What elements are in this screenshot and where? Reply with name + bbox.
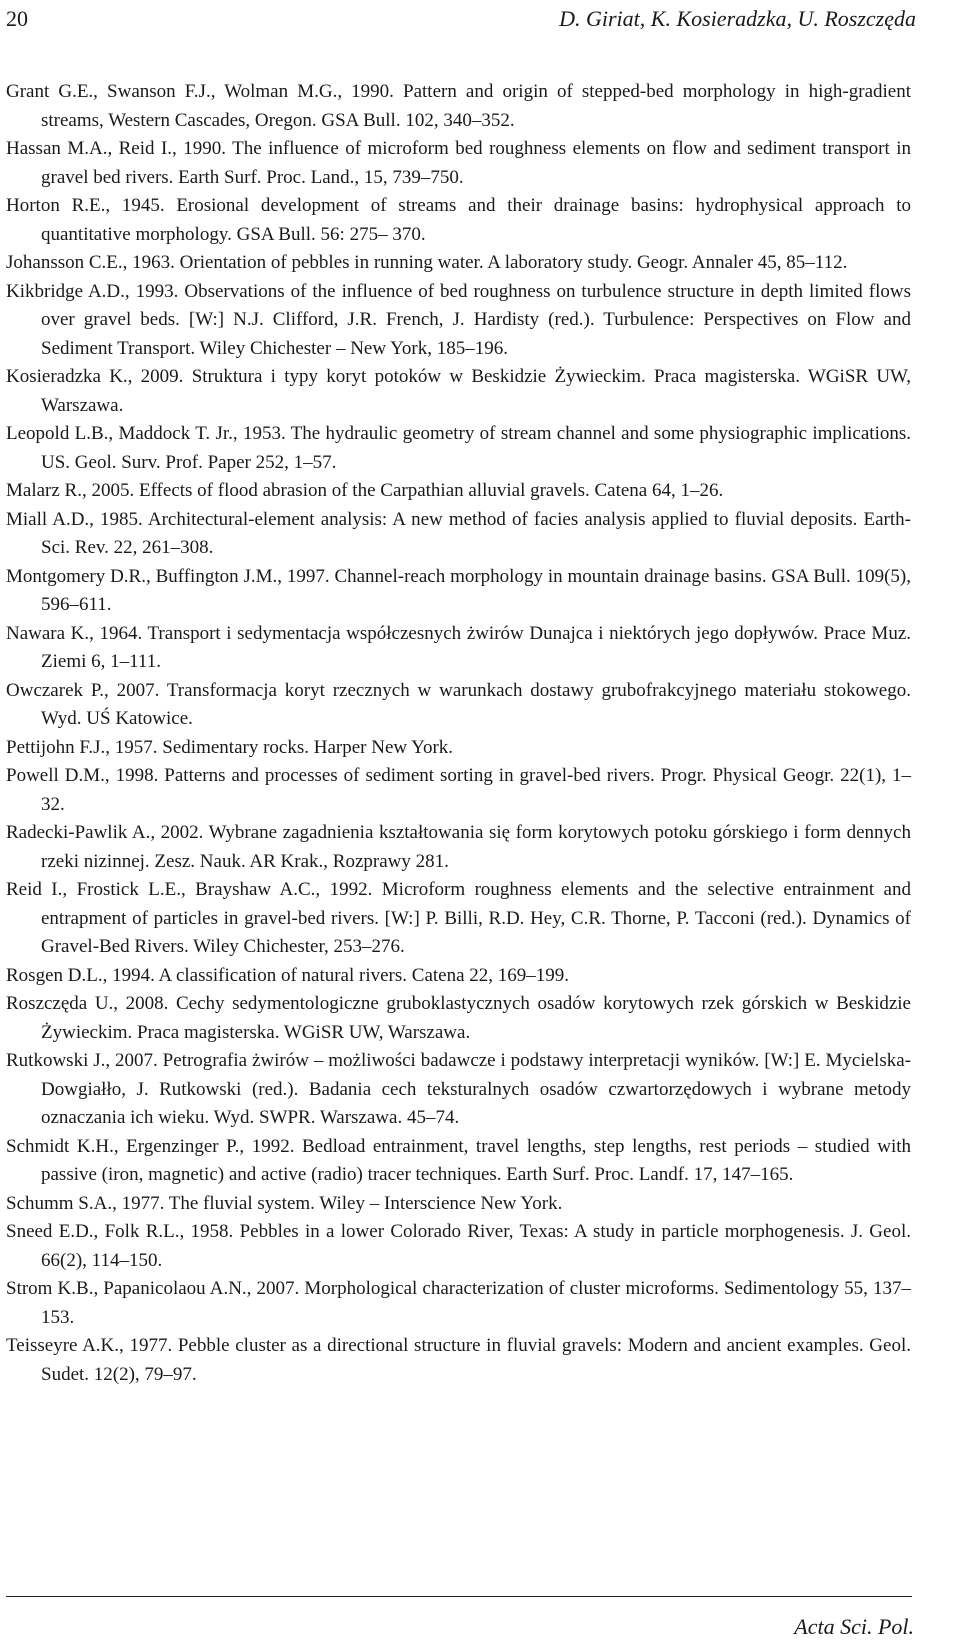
reference-item: Leopold L.B., Maddock T. Jr., 1953. The hydraulic geometry of stream channel and some physiographic implications. US. Geol. Surv. Prof. Paper 252, 1–57.	[6, 423, 911, 473]
reference-item: Radecki-Pawlik A., 2002. Wybrane zagadnienia kształtowania się form korytowych potoku górskiego i form dennych rzeki nizinnej. Zesz. Nauk. AR Krak., Rozprawy 281.	[6, 822, 911, 872]
reference-item: Pettijohn F.J., 1957. Sedimentary rocks. Harper New York.	[6, 736, 454, 758]
reference-item: Powell D.M., 1998. Patterns and processes of sediment sorting in gravel-bed rivers. Progr. Physical Geogr. 22(1), 1–32.	[6, 765, 911, 815]
reference-item: Sneed E.D., Folk R.L., 1958. Pebbles in a lower Colorado River, Texas: A study in particle morphogenesis. J. Geol. 66(2), 114–150.	[6, 1221, 911, 1271]
page-header	[6, 4, 916, 34]
reference-item: Kosieradzka K., 2009. Struktura i typy koryt potoków w Beskidzie Żywieckim. Praca magisterska. WGiSR UW, Warszawa.	[6, 366, 911, 416]
reference-item: Montgomery D.R., Buffington J.M., 1997. Channel-reach morphology in mountain drainage basins. GSA Bull. 109(5), 596–611.	[6, 565, 911, 615]
reference-list	[6, 78, 911, 1389]
reference-item: Schumm S.A., 1977. The fluvial system. Wiley – Interscience New York.	[6, 1192, 563, 1214]
reference-item: Grant G.E., Swanson F.J., Wolman M.G., 1990. Pattern and origin of stepped-bed morphology in high-gradient streams, Western Cascades, Oregon. GSA Bull. 102, 340–352.	[6, 81, 911, 131]
reference-item: Schmidt K.H., Ergenzinger P., 1992. Bedload entrainment, travel lengths, step lengths, rest periods – studied with passive (iron, magnetic) and active (radio) tracer techniques. Earth Surf. Proc. Landf. 17, 147–165.	[6, 1135, 911, 1185]
footer-journal-name: Acta Sci. Pol.	[794, 1614, 914, 1639]
reference-item: Hassan M.A., Reid I., 1990. The influence of microform bed roughness elements on flow and sediment transport in gravel bed rivers. Earth Surf. Proc. Land., 15, 739–750.	[6, 138, 911, 188]
reference-item: Reid I., Frostick L.E., Brayshaw A.C., 1992. Microform roughness elements and the selective entrainment and entrapment of particles in gravel-bed rivers. [W:] P. Billi, R.D. Hey, C.R. Thorne, P. Tacconi (red.). Dynamics of Gravel-Bed Rivers. Wiley Chichester, 253–276.	[6, 879, 911, 957]
reference-item: Owczarek P., 2007. Transformacja koryt rzecznych w warunkach dostawy grubofrakcyjnego materiału stokowego. Wyd. UŚ Katowice.	[6, 679, 911, 729]
page-number: 20	[6, 6, 28, 31]
running-head-authors: D. Giriat, K. Kosieradzka, U. Roszczęda	[559, 6, 916, 31]
reference-item: Miall A.D., 1985. Architectural-element analysis: A new method of facies analysis applied to fluvial deposits. Earth-Sci. Rev. 22, 261–308.	[6, 508, 911, 558]
reference-item: Rosgen D.L., 1994. A classification of natural rivers. Catena 22, 169–199.	[6, 964, 570, 986]
footer-rule	[6, 1596, 912, 1597]
reference-item: Teisseyre A.K., 1977. Pebble cluster as a directional structure in fluvial gravels: Modern and ancient examples. Geol. Sudet. 12(2), 79–97.	[6, 1335, 911, 1385]
reference-item: Johansson C.E., 1963. Orientation of pebbles in running water. A laboratory study. Geogr. Annaler 45, 85–112.	[6, 252, 848, 273]
reference-item: Nawara K., 1964. Transport i sedymentacja współczesnych żwirów Dunajca i niektórych jego dopływów. Prace Muz. Ziemi 6, 1–111.	[6, 622, 911, 672]
reference-item: Rutkowski J., 2007. Petrografia żwirów – możliwości badawcze i podstawy interpretacji wyników. [W:] E. Mycielska-Dowgiałło, J. Rutkowski (red.). Badania cech teksturalnych osadów czwartorzędowych i wybrane metody oznaczania ich wieku. Wyd. SWPR. Warszawa. 45–74.	[6, 1050, 911, 1128]
reference-item: Malarz R., 2005. Effects of flood abrasion of the Carpathian alluvial gravels. Catena 64, 1–26.	[6, 480, 724, 501]
reference-item: Strom K.B., Papanicolaou A.N., 2007. Morphological characterization of cluster microforms. Sedimentology 55, 137–153.	[6, 1278, 911, 1328]
reference-item: Kikbridge A.D., 1993. Observations of the influence of bed roughness on turbulence structure in depth limited flows over gravel beds. [W:] N.J. Clifford, J.R. French, J. Hardisty (red.). Turbulence: Perspectives on Flow and Sediment Transport. Wiley Chichester – New York, 185–196.	[6, 280, 911, 359]
reference-item: Horton R.E., 1945. Erosional development of streams and their drainage basins: hydrophysical approach to quantitative morphology. GSA Bull. 56: 275– 370.	[6, 195, 911, 245]
reference-item: Roszczęda U., 2008. Cechy sedymentologiczne gruboklastycznych osadów korytowych rzek górskich w Beskidzie Żywieckim. Praca magisterska. WGiSR UW, Warszawa.	[6, 993, 911, 1043]
